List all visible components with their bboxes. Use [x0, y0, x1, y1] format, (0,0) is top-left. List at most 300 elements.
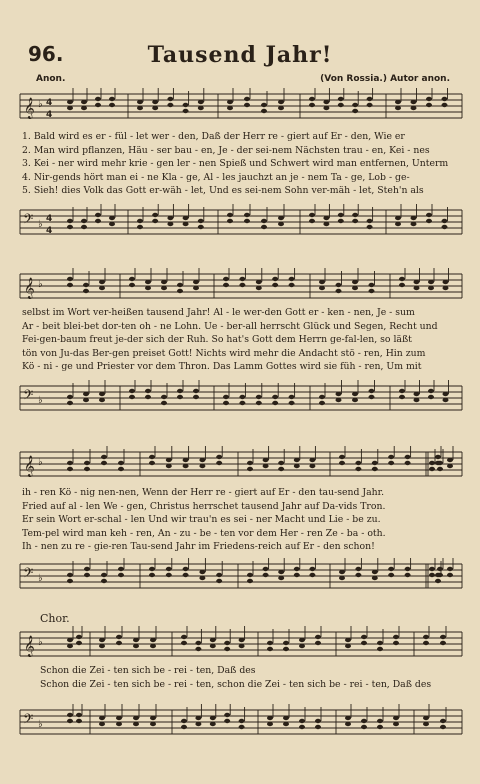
notehead [426, 97, 432, 101]
lyric-line: 3. Kei - ner wird mehr krie - gen ler - nen Spieß und Schwert wird man entfernen, Unterm [22, 158, 449, 170]
treble-staff-3 [0, 444, 480, 488]
notehead [447, 567, 453, 571]
notehead [352, 286, 358, 290]
notehead [435, 579, 441, 583]
notehead [361, 725, 367, 729]
notehead [101, 579, 107, 583]
notehead [224, 647, 230, 651]
notehead [133, 722, 139, 726]
notehead [309, 464, 315, 468]
notehead [294, 567, 300, 571]
notehead [137, 225, 143, 229]
notehead [345, 716, 351, 720]
notehead [149, 573, 155, 577]
notehead [84, 467, 90, 471]
lyric-line: tön von Ju-das Ber-gen preiset Gott! Nichts wird mehr die Andacht stö - ren, Hin zum [22, 347, 426, 359]
notehead [355, 567, 361, 571]
notehead [95, 219, 101, 223]
notehead [256, 395, 262, 399]
notehead [101, 455, 107, 459]
notehead [345, 638, 351, 642]
notehead [361, 719, 367, 723]
notehead [145, 280, 151, 284]
notehead [116, 716, 122, 720]
notehead [405, 455, 411, 459]
notehead [315, 635, 321, 639]
svg-text:♭: ♭ [38, 395, 43, 406]
notehead [414, 286, 420, 290]
notehead [338, 97, 344, 101]
notehead [199, 576, 205, 580]
notehead [101, 461, 107, 465]
notehead [388, 455, 394, 459]
notehead [289, 283, 295, 287]
notehead [437, 573, 443, 577]
notehead [428, 389, 434, 393]
notehead [283, 722, 289, 726]
notehead [352, 109, 358, 113]
notehead [199, 464, 205, 468]
notehead [423, 716, 429, 720]
notehead [67, 106, 73, 110]
notehead [414, 398, 420, 402]
notehead [377, 719, 383, 723]
notehead [267, 641, 273, 645]
notehead [278, 106, 284, 110]
lyric-line: 2. Man wird pflanzen, Häu - ser bau - en, Je - der sei-nem Nächsten trau - en, Kei - nes [22, 144, 430, 156]
notehead [67, 713, 73, 717]
notehead [239, 395, 245, 399]
lyrics-block-2 [22, 306, 462, 374]
notehead [423, 635, 429, 639]
notehead [244, 219, 250, 223]
notehead [83, 398, 89, 402]
notehead [278, 570, 284, 574]
notehead [367, 225, 373, 229]
notehead [137, 100, 143, 104]
notehead [367, 219, 373, 223]
notehead [289, 277, 295, 281]
notehead [150, 716, 156, 720]
notehead [437, 567, 443, 571]
notehead [247, 467, 253, 471]
notehead [183, 109, 189, 113]
notehead [372, 570, 378, 574]
notehead [411, 216, 417, 220]
notehead [161, 280, 167, 284]
notehead [440, 641, 446, 645]
notehead [247, 579, 253, 583]
notehead [372, 467, 378, 471]
notehead [315, 641, 321, 645]
notehead [181, 641, 187, 645]
notehead [393, 635, 399, 639]
notehead [224, 713, 230, 717]
notehead [133, 638, 139, 642]
notehead [278, 100, 284, 104]
notehead [272, 283, 278, 287]
notehead [167, 97, 173, 101]
notehead [133, 716, 139, 720]
notehead [67, 644, 73, 648]
notehead [309, 213, 315, 217]
notehead [345, 722, 351, 726]
notehead [338, 213, 344, 217]
notehead [67, 719, 73, 723]
notehead [224, 641, 230, 645]
notehead [149, 461, 155, 465]
lyric-line: Tem-pel wird man keh - ren, An - zu - be - ten vor dem Her - ren Ze - ba - oth. [22, 527, 386, 539]
notehead [116, 635, 122, 639]
notehead [429, 573, 435, 577]
notehead [372, 461, 378, 465]
notehead [443, 392, 449, 396]
notehead [272, 401, 278, 405]
notehead [367, 103, 373, 107]
notehead [283, 716, 289, 720]
notehead [193, 389, 199, 393]
notehead [99, 398, 105, 402]
notehead [393, 716, 399, 720]
notehead [323, 216, 329, 220]
notehead [84, 461, 90, 465]
notehead [166, 464, 172, 468]
notehead [210, 722, 216, 726]
notehead [443, 398, 449, 402]
notehead [336, 392, 342, 396]
svg-text:𝄢: 𝄢 [23, 387, 34, 406]
notehead [167, 216, 173, 220]
notehead [372, 576, 378, 580]
notehead [289, 395, 295, 399]
notehead [149, 567, 155, 571]
notehead [272, 277, 278, 281]
notehead [440, 725, 446, 729]
notehead [388, 461, 394, 465]
notehead [323, 106, 329, 110]
notehead [336, 289, 342, 293]
notehead [405, 461, 411, 465]
notehead [309, 219, 315, 223]
notehead [299, 719, 305, 723]
notehead [289, 401, 295, 405]
notehead [95, 97, 101, 101]
notehead [261, 219, 267, 223]
notehead [152, 106, 158, 110]
notehead [223, 401, 229, 405]
notehead [227, 219, 233, 223]
notehead [399, 395, 405, 399]
notehead [429, 467, 435, 471]
notehead [315, 719, 321, 723]
notehead [227, 106, 233, 110]
notehead [352, 213, 358, 217]
notehead [99, 392, 105, 396]
notehead [149, 455, 155, 459]
notehead [437, 461, 443, 465]
notehead [166, 573, 172, 577]
notehead [377, 641, 383, 645]
notehead [152, 219, 158, 223]
notehead [210, 638, 216, 642]
notehead [426, 103, 432, 107]
notehead [440, 719, 446, 723]
notehead [428, 280, 434, 284]
notehead [166, 458, 172, 462]
notehead [442, 219, 448, 223]
notehead [76, 719, 82, 723]
notehead [395, 106, 401, 110]
notehead [435, 455, 441, 459]
notehead [247, 573, 253, 577]
svg-text:♭: ♭ [38, 637, 43, 648]
svg-text:𝄢: 𝄢 [23, 711, 34, 730]
notehead [150, 638, 156, 642]
notehead [395, 216, 401, 220]
svg-text:4: 4 [46, 226, 53, 236]
svg-text:♭: ♭ [38, 573, 43, 584]
notehead [263, 464, 269, 468]
notehead [181, 719, 187, 723]
notehead [216, 455, 222, 459]
notehead [339, 461, 345, 465]
notehead [109, 103, 115, 107]
notehead [239, 719, 245, 723]
notehead [239, 638, 245, 642]
svg-text:𝄞: 𝄞 [24, 278, 35, 299]
lyric-line: Schon die Zei - ten sich be - rei - ten, Daß des [40, 665, 256, 676]
notehead [361, 635, 367, 639]
notehead [118, 467, 124, 471]
notehead [76, 641, 82, 645]
notehead [67, 277, 73, 281]
notehead [118, 573, 124, 577]
notehead [339, 576, 345, 580]
notehead [95, 103, 101, 107]
notehead [395, 222, 401, 226]
svg-text:𝄞: 𝄞 [24, 456, 35, 477]
notehead [261, 109, 267, 113]
hymn-title: Tausend Jahr! [147, 42, 333, 68]
notehead [319, 401, 325, 405]
notehead [426, 219, 432, 223]
notehead [195, 716, 201, 720]
svg-text:♭: ♭ [38, 457, 43, 468]
notehead [414, 392, 420, 396]
notehead [244, 97, 250, 101]
notehead [377, 647, 383, 651]
notehead [399, 389, 405, 393]
notehead [84, 567, 90, 571]
notehead [129, 389, 135, 393]
svg-text:♭: ♭ [38, 99, 43, 110]
lyric-line: ih - ren Kö - nig nen-nen, Wenn der Herr re - giert auf Er - den tau-send Jahr. [22, 487, 385, 498]
notehead [338, 103, 344, 107]
notehead [393, 641, 399, 645]
notehead [161, 401, 167, 405]
notehead [338, 219, 344, 223]
notehead [256, 401, 262, 405]
notehead [367, 97, 373, 101]
notehead [309, 458, 315, 462]
notehead [294, 464, 300, 468]
notehead [278, 216, 284, 220]
notehead [161, 395, 167, 399]
notehead [423, 641, 429, 645]
notehead [447, 573, 453, 577]
notehead [239, 644, 245, 648]
notehead [369, 283, 375, 287]
notehead [118, 461, 124, 465]
notehead [352, 219, 358, 223]
treble-notes-1 [67, 88, 448, 113]
notehead [216, 579, 222, 583]
notehead [99, 716, 105, 720]
notehead [129, 277, 135, 281]
notehead [278, 461, 284, 465]
notehead [83, 289, 89, 293]
notehead [177, 389, 183, 393]
notehead [426, 213, 432, 217]
notehead [99, 638, 105, 642]
notehead [223, 395, 229, 399]
notehead [67, 401, 73, 405]
bass-notes-2 [67, 380, 449, 405]
notehead [239, 725, 245, 729]
notehead [76, 713, 82, 717]
treble-notes-2 [67, 268, 449, 293]
notehead [81, 225, 87, 229]
notehead [244, 213, 250, 217]
notehead [244, 103, 250, 107]
notehead [81, 100, 87, 104]
notehead [83, 392, 89, 396]
notehead [239, 401, 245, 405]
notehead [440, 635, 446, 639]
lyric-line: Schon die Zei - ten sich be - rei - ten, schon die Zei - ten sich be - rei - ten, Daß des [40, 678, 432, 690]
notehead [278, 576, 284, 580]
svg-text:4: 4 [46, 98, 53, 108]
notehead [129, 283, 135, 287]
notehead [395, 100, 401, 104]
svg-text:♭: ♭ [38, 719, 43, 730]
notehead [109, 222, 115, 226]
notehead [336, 398, 342, 402]
notehead [167, 222, 173, 226]
lyric-line: 4. Nir-gends hört man ei - ne Kla - ge, Al - les jauchzt an je - nem Ta - ge, Lob - ge- [22, 171, 410, 183]
notehead [166, 567, 172, 571]
lyric-line: selbst im Wort ver-heißen tausend Jahr! Al - le wer-den Gott er - ken - nen, Je - sum [22, 307, 415, 318]
notehead [181, 635, 187, 639]
lyrics-block-1 [22, 130, 462, 198]
notehead [195, 647, 201, 651]
notehead [177, 283, 183, 287]
notehead [442, 103, 448, 107]
notehead [429, 461, 435, 465]
notehead [355, 461, 361, 465]
notehead [198, 100, 204, 104]
notehead [81, 106, 87, 110]
notehead [84, 573, 90, 577]
lyric-line: 5. Sieh! dies Volk das Gott er-wäh - let, Und es sei-nem Sohn ver-mäh - let, Steh'n als [22, 185, 424, 197]
notehead [267, 647, 273, 651]
notehead [199, 570, 205, 574]
notehead [315, 725, 321, 729]
lyric-line: Kö - ni - ge und Priester vor dem Thron. Das Lamm Gottes wird sie füh - ren, Um mit [22, 361, 422, 373]
notehead [405, 573, 411, 577]
treble-staff-1 [0, 86, 480, 130]
notehead [116, 641, 122, 645]
notehead [388, 573, 394, 577]
svg-text:𝄞: 𝄞 [24, 636, 35, 657]
notehead [67, 283, 73, 287]
bass-notes-1 [67, 204, 448, 229]
notehead [355, 573, 361, 577]
lyrics-block-3 [22, 486, 462, 554]
notehead [352, 280, 358, 284]
notehead [309, 103, 315, 107]
notehead [369, 389, 375, 393]
notehead [67, 461, 73, 465]
bass-staff-3 [0, 556, 480, 600]
bass-staff-2 [0, 378, 480, 422]
notehead [278, 222, 284, 226]
notehead [199, 458, 205, 462]
notehead [263, 573, 269, 577]
notehead [247, 461, 253, 465]
notehead [101, 573, 107, 577]
notehead [377, 725, 383, 729]
notehead [278, 467, 284, 471]
notehead [183, 222, 189, 226]
notehead [442, 97, 448, 101]
hymn-number: 96. [28, 42, 64, 66]
notehead [210, 644, 216, 648]
notehead [443, 280, 449, 284]
notehead [116, 722, 122, 726]
notehead [150, 722, 156, 726]
notehead [309, 573, 315, 577]
svg-text:♭: ♭ [38, 219, 43, 230]
lyric-line: Ar - beit blei-bet dor-ten oh - ne Lohn. Ue - ber-all herrscht Glück und Segen, Recht und [22, 320, 438, 332]
notehead [210, 716, 216, 720]
notehead [423, 722, 429, 726]
notehead [339, 455, 345, 459]
notehead [99, 280, 105, 284]
notehead [129, 395, 135, 399]
treble-staff-2 [0, 266, 480, 310]
notehead [198, 106, 204, 110]
notehead [345, 644, 351, 648]
notehead [428, 395, 434, 399]
notehead [99, 644, 105, 648]
notehead [109, 97, 115, 101]
notehead [76, 635, 82, 639]
bass-notes-4 [67, 704, 446, 729]
svg-text:𝄢: 𝄢 [23, 211, 34, 230]
notehead [227, 213, 233, 217]
notehead [256, 286, 262, 290]
notehead [309, 97, 315, 101]
notehead [323, 222, 329, 226]
notehead [198, 225, 204, 229]
notehead [183, 573, 189, 577]
notehead [272, 395, 278, 399]
bass-notes-3 [67, 558, 453, 583]
notehead [216, 461, 222, 465]
notehead [437, 467, 443, 471]
notehead [95, 213, 101, 217]
